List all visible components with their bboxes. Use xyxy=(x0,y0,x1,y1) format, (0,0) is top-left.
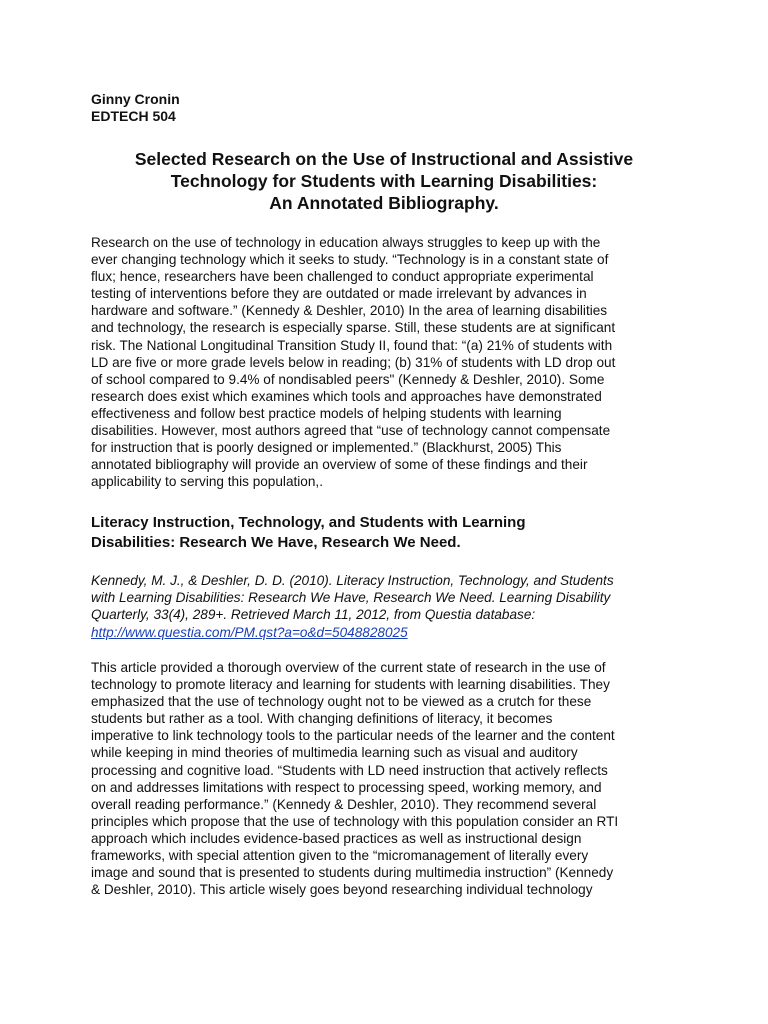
paragraph-line: testing of interventions before they are outdated or made irrelevant by advances in xyxy=(91,286,587,302)
paragraph-line: disabilities. However, most authors agreed that “use of technology cannot compensate xyxy=(91,423,611,439)
citation-link[interactable]: http://www.questia.com/PM.qst?a=o&d=5048828025 xyxy=(91,624,408,640)
paragraph-line: students but rather as a tool. With changing definitions of literacy, it becomes xyxy=(91,711,553,727)
paragraph-line: annotated bibliography will provide an overview of some of these findings and their xyxy=(91,457,588,473)
paragraph-line: processing and cognitive load. “Students with LD need instruction that actively reflects xyxy=(91,762,608,778)
paragraph-line: ever changing technology which it seeks to study. “Technology is in a constant state of xyxy=(91,252,609,268)
citation-line: with Learning Disabilities: Research We Have, Research We Need. Learning Disability xyxy=(91,590,611,606)
course-code: EDTECH 504 xyxy=(91,108,176,124)
annotation-paragraph xyxy=(91,659,691,898)
author-name: Ginny Cronin xyxy=(91,91,180,107)
paragraph-line: This article provided a thorough overview of the current state of research in the use of xyxy=(91,660,606,675)
document-title xyxy=(60,148,708,214)
paragraph-line: imperative to link technology tools to the particular needs of the learner and the content xyxy=(91,728,615,744)
title-line: Technology for Students with Learning Disabilities: xyxy=(170,171,598,191)
paragraph-line: for instruction that is poorly designed or implemented.” (Blackhurst, 2005) This xyxy=(91,440,562,456)
paragraph-line: emphasized that the use of technology ought not to be viewed as a crutch for these xyxy=(91,694,592,710)
paragraph-line: approach which includes evidence-based practices as well as instructional design xyxy=(91,830,582,846)
paragraph-line: overall reading performance.” (Kennedy & Deshler, 2010). They recommend several xyxy=(91,796,597,812)
intro-paragraph xyxy=(91,234,691,490)
paragraph-line: & Deshler, 2010). This article wisely goes beyond researching individual technology xyxy=(91,882,593,898)
paragraph-line: of school compared to 9.4% of nondisabled peers" (Kennedy & Deshler, 2010). Some xyxy=(91,371,605,387)
paragraph-line: Research on the use of technology in education always struggles to keep up with the xyxy=(91,235,601,250)
paragraph-line: on and addresses limitations with respect to processing speed, working memory, and xyxy=(91,779,602,795)
title-line: Selected Research on the Use of Instructional and Assistive xyxy=(134,149,634,169)
paragraph-line: risk. The National Longitudinal Transition Study II, found that: “(a) 21% of students with xyxy=(91,337,613,353)
paragraph-line: hardware and software.” (Kennedy & Deshler, 2010) In the area of learning disabilities xyxy=(91,303,608,319)
title-line: An Annotated Bibliography. xyxy=(269,193,499,213)
paragraph-line: and technology, the research is especially sparse. Still, these students are at significant xyxy=(91,320,616,336)
paragraph-line: research does exist which examines which tools and approaches have demonstrated xyxy=(91,388,602,404)
author-block xyxy=(91,91,180,125)
heading-line: Disabilities: Research We Have, Research We Need. xyxy=(91,534,461,551)
citation-line: Quarterly, 33(4), 289+. Retrieved March 11, 2012, from Questia database: xyxy=(91,607,536,623)
heading-line: Literacy Instruction, Technology, and Students with Learning xyxy=(91,514,526,531)
citation xyxy=(91,572,691,641)
paragraph-line: technology to promote literacy and learning for students with learning disabilities. They xyxy=(91,677,610,693)
paragraph-line: LD are five or more grade levels below in reading; (b) 31% of students with LD drop out xyxy=(91,354,616,370)
citation-line: Kennedy, M. J., & Deshler, D. D. (2010). Literacy Instruction, Technology, and Students xyxy=(91,573,614,588)
section-heading xyxy=(91,513,691,553)
paragraph-line: while keeping in mind theories of multimedia learning such as visual and auditory xyxy=(91,745,578,761)
paragraph-line: image and sound that is presented to students during multimedia instruction” (Kennedy xyxy=(91,865,614,881)
paragraph-line: flux; hence, researchers have been challenged to conduct appropriate experimental xyxy=(91,269,594,285)
paragraph-line: frameworks, with special attention given to the “micromanagement of literally every xyxy=(91,848,589,864)
paragraph-line: principles which propose that the use of technology with this population consider an RTI xyxy=(91,813,619,829)
paragraph-line: applicability to serving this population,. xyxy=(91,474,323,490)
paragraph-line: effectiveness and follow best practice models of helping students with learning xyxy=(91,405,562,421)
